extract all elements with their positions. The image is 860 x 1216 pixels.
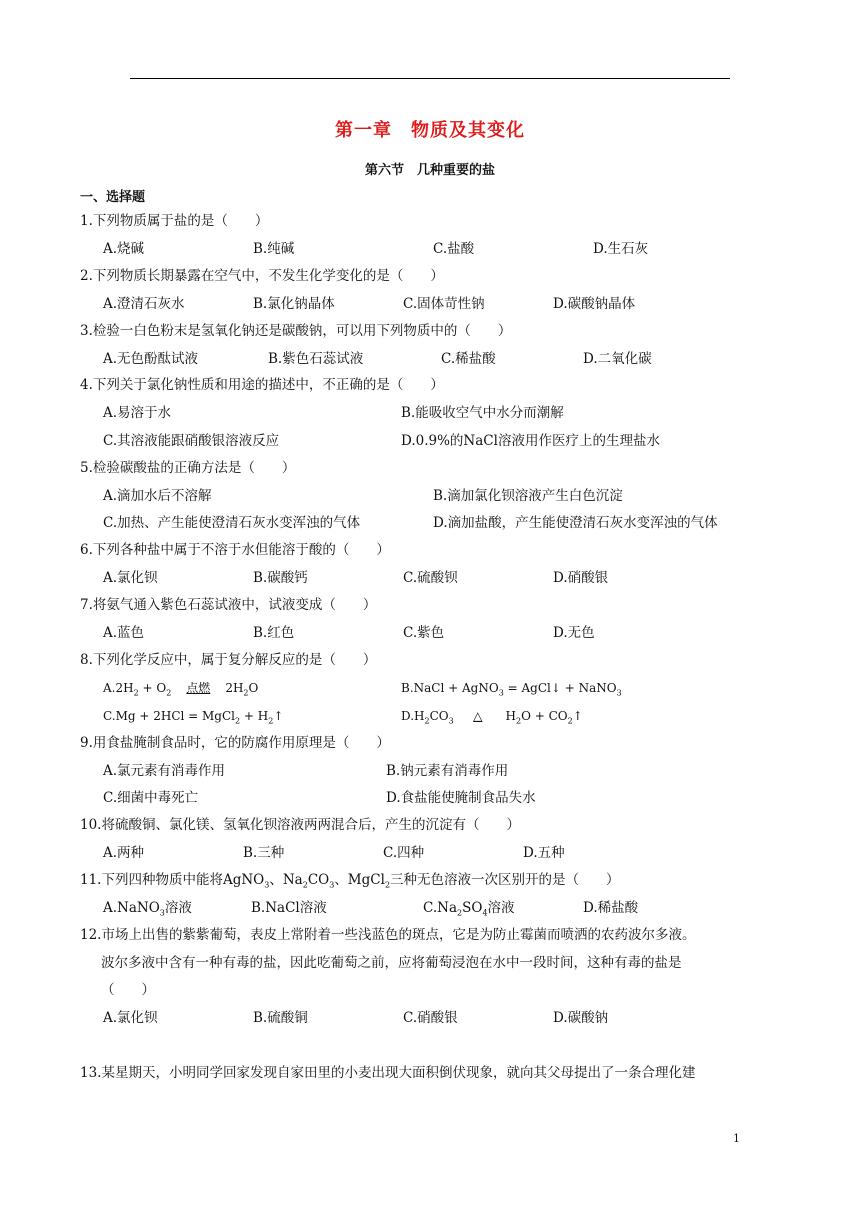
option: A.两种 (103, 845, 145, 861)
question-stem: 2.下列物质长期暴露在空气中，不发生化学变化的是（ ） (80, 268, 444, 284)
option: A.氯元素有消毒作用 (103, 763, 226, 779)
option: C.四种 (383, 845, 425, 861)
header-rule (130, 78, 730, 79)
option: A.氯化钡 (103, 570, 158, 586)
option: D.生石灰 (593, 241, 649, 257)
question-stem: 3.检验一白色粉末是氢氧化钠还是碳酸钠，可以用下列物质中的（ ） (80, 323, 512, 339)
equation-c: C.Mg + 2HCl = MgCl$_2$ + $H_2↑$ (103, 709, 284, 726)
option: B.纯碱 (253, 241, 295, 257)
reaction-condition: 点燃 (186, 681, 211, 695)
question-stem: 7.将氨气通入紫色石蕊试液中，试液变成（ ） (80, 597, 377, 613)
option: C.稀盐酸 (441, 351, 496, 367)
equation-b: B.NaCl + AgNO$_3$ = AgCl↓ + NaNO$_3$ (401, 681, 622, 698)
option: B.NaCl溶液 (251, 900, 327, 916)
question-stem: 12.市场上出售的紫紫葡萄，表皮上常附着一些浅蓝色的斑点，它是为防止霉菌而喷洒的农药波尔多液。 (80, 927, 696, 943)
option: D.硝酸银 (553, 570, 609, 586)
question-stem-cont: （ ） (101, 982, 155, 998)
option: A.烧碱 (103, 241, 145, 257)
option: C.加热、产生能使澄清石灰水变浑浊的气体 (103, 515, 361, 531)
option: C.紫色 (403, 625, 445, 641)
option: C.细菌中毒死亡 (103, 790, 199, 806)
option: D.无色 (553, 625, 595, 641)
equation-a: $A.2H_2 + O_2$ 点燃 $2H_2O$ (103, 681, 259, 698)
option: C.盐酸 (433, 241, 475, 257)
option: D.滴加盐酸，产生能使澄清石灰水变浑浊的气体 (433, 515, 718, 531)
option: A.无色酚酞试液 (103, 351, 199, 367)
question-stem: 11.下列四种物质中能将AgNO$_3$、$Na_2CO_3$、MgCl$_2$三种无色溶液一次区别开的是（ ） (80, 872, 620, 890)
option: D.碳酸钠 (553, 1010, 609, 1026)
option: B.碳酸钙 (253, 570, 308, 586)
option: A.滴加水后不溶解 (103, 488, 212, 504)
option: D.食盐能使腌制食品失水 (386, 790, 536, 806)
option: A.蓝色 (103, 625, 145, 641)
question-stem: 13.某星期天，小明同学回家发现自家田里的小麦出现大面积倒伏现象，就向其父母提出了一条合理化建 (80, 1065, 696, 1081)
part-heading: 一、选择题 (80, 190, 146, 205)
chapter-title: 第一章 物质及其变化 (335, 120, 525, 141)
question-stem-cont: 波尔多液中含有一种有毒的盐，因此吃葡萄之前，应将葡萄浸泡在水中一段时间，这种有毒的盐是 (101, 955, 682, 971)
option: A.澄清石灰水 (103, 296, 185, 312)
option: A.氯化钡 (103, 1010, 158, 1026)
option: B.滴加氯化钡溶液产生白色沉淀 (433, 488, 623, 504)
question-stem: 10.将硫酸铜、氯化镁、氢氧化钡溶液两两混合后，产生的沉淀有（ ） (80, 817, 520, 833)
question-stem: 9.用食盐腌制食品时，它的防腐作用原理是（ ） (80, 735, 390, 751)
option: D.0.9%的NaCl溶液用作医疗上的生理盐水 (401, 433, 660, 449)
option: C.固体苛性钠 (403, 296, 485, 312)
question-stem: 8.下列化学反应中，属于复分解反应的是（ ） (80, 652, 377, 668)
question-stem: 6.下列各种盐中属于不溶于水但能溶于酸的（ ） (80, 542, 390, 558)
option: A.NaNO$_3$溶液 (103, 900, 192, 918)
equation-d: $D.H_2CO_3$ △ $H_2O$ + $CO_2↑$ (401, 709, 583, 726)
question-stem: 1.下列物质属于盐的是（ ） (80, 213, 269, 229)
option: B.钠元素有消毒作用 (386, 763, 509, 779)
option: C.硝酸银 (403, 1010, 458, 1026)
option: B.能吸收空气中水分而潮解 (401, 405, 564, 421)
option: D.五种 (523, 845, 565, 861)
option: B.三种 (243, 845, 285, 861)
option: B.红色 (253, 625, 295, 641)
option: B.紫色石蕊试液 (268, 351, 364, 367)
option: C.其溶液能跟硝酸银溶液反应 (103, 433, 280, 449)
option: D.二氧化碳 (583, 351, 652, 367)
option: B.氯化钠晶体 (253, 296, 335, 312)
page-number: 1 (733, 1132, 740, 1145)
option: D.碳酸钠晶体 (553, 296, 636, 312)
option: C.硫酸钡 (403, 570, 458, 586)
option: A.易溶于水 (103, 405, 172, 421)
section-title: 第六节 几种重要的盐 (364, 163, 495, 178)
question-stem: 4.下列关于氯化钠性质和用途的描述中，不正确的是（ ） (80, 377, 444, 393)
option: B.硫酸铜 (253, 1010, 308, 1026)
option: $C.Na_2SO_4$溶液 (423, 900, 515, 918)
option: D.稀盐酸 (583, 900, 639, 916)
question-stem: 5.检验碳酸盐的正确方法是（ ） (80, 460, 296, 476)
reaction-condition: △ (473, 709, 483, 723)
